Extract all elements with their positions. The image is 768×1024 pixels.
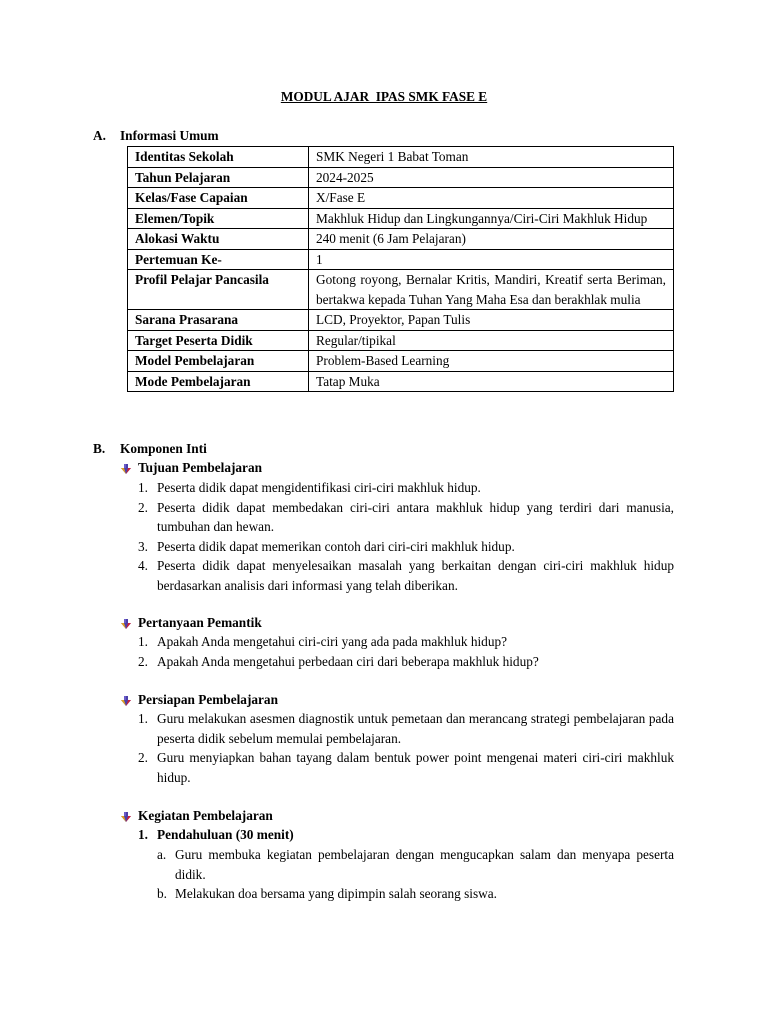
arrow-bullet-icon — [120, 695, 138, 707]
list-item-text: Guru membuka kegiatan pembelajaran dengan mengucapkan salam dan menyapa peserta didik. — [175, 847, 674, 882]
list-item-text: Guru melakukan asesmen diagnostik untuk pemetaan dan merancang strategi pembelajaran pada peserta didik sebelum memulai pembelajaran. — [157, 711, 674, 746]
list-item — [138, 652, 674, 672]
info-key-cell: Profil Pelajar Pancasila — [128, 270, 309, 310]
info-key-cell: Model Pembelajaran — [128, 351, 309, 372]
list-item — [138, 537, 674, 557]
list-item-text: Melakukan doa bersama yang dipimpin salah seorang siswa. — [175, 886, 497, 901]
pertanyaan-list — [138, 632, 674, 671]
info-table-row — [128, 147, 674, 168]
section-a-letter: A. — [93, 128, 106, 143]
section-b-letter: B. — [93, 441, 106, 456]
list-item-text: Peserta didik dapat mengidentifikasi ciri-ciri makhluk hidup. — [157, 480, 481, 495]
list-item-number: b. — [157, 886, 167, 901]
step-label: Pendahuluan (30 menit) — [157, 827, 294, 842]
list-item-text: Peserta didik dapat membedakan ciri-ciri antara makhluk hidup yang terdiri dari manusia, tumbuhan dan hewan. — [157, 499, 674, 534]
subsection-tujuan-heading — [120, 458, 262, 478]
kegiatan-step-pendahuluan — [138, 825, 294, 845]
info-table-row — [128, 167, 674, 188]
info-key-cell: Elemen/Topik — [128, 208, 309, 229]
list-item-number: 4. — [138, 558, 148, 573]
list-item-text: Peserta didik dapat memerikan contoh dari ciri-ciri makhluk hidup. — [157, 538, 515, 554]
info-value-cell: Regular/tipikal — [309, 330, 674, 351]
info-value-cell: 240 menit (6 Jam Pelajaran) — [309, 229, 674, 250]
list-item — [138, 556, 674, 595]
info-value-cell: Problem-Based Learning — [309, 351, 674, 372]
list-item-number: 3. — [138, 538, 148, 554]
document-title: MODUL AJAR IPAS SMK FASE E — [280, 89, 488, 104]
list-item-text: Peserta didik dapat menyelesaikan masalah yang berkaitan dengan ciri-ciri makhluk hidup berdasarkan analisis dari informasi yang telah diberikan. — [157, 558, 674, 593]
info-value-cell: 1 — [309, 249, 674, 270]
list-item — [138, 498, 674, 537]
info-table-row — [128, 249, 674, 270]
info-key-cell: Identitas Sekolah — [128, 147, 309, 168]
list-item — [138, 709, 674, 748]
section-a-title: Informasi Umum — [120, 128, 219, 143]
info-key-cell: Mode Pembelajaran — [128, 371, 309, 392]
subsection-kegiatan-title: Kegiatan Pembelajaran — [138, 808, 273, 823]
section-a-heading — [93, 126, 219, 146]
subsection-pertanyaan-heading — [120, 613, 262, 633]
persiapan-list — [138, 709, 674, 787]
info-table-row — [128, 351, 674, 372]
info-value-cell: Makhluk Hidup dan Lingkungannya/Ciri-Ciri Makhluk Hidup — [309, 208, 674, 229]
step-number: 1. — [138, 827, 148, 842]
info-key-cell: Kelas/Fase Capaian — [128, 188, 309, 209]
section-b-heading — [93, 439, 207, 459]
list-item — [138, 632, 674, 652]
info-value-cell: 2024-2025 — [309, 167, 674, 188]
list-item-number: 1. — [138, 711, 148, 726]
info-value-cell: SMK Negeri 1 Babat Toman — [309, 147, 674, 168]
list-item-text: Apakah Anda mengetahui ciri-ciri yang ada pada makhluk hidup? — [157, 634, 508, 649]
list-item-text: Guru menyiapkan bahan tayang dalam bentuk power point mengenai materi ciri-ciri makhluk hidup. — [157, 750, 674, 785]
list-item-text: Apakah Anda mengetahui perbedaan ciri dari beberapa makhluk hidup? — [157, 653, 539, 669]
subsection-pertanyaan-title: Pertanyaan Pemantik — [138, 615, 262, 630]
list-item-number: a. — [157, 847, 167, 862]
info-table-row — [128, 310, 674, 331]
subsection-tujuan-title: Tujuan Pembelajaran — [138, 460, 262, 475]
subsection-persiapan-title: Persiapan Pembelajaran — [138, 692, 278, 707]
info-table-row — [128, 229, 674, 250]
info-table-row — [128, 208, 674, 229]
pendahuluan-list — [157, 845, 674, 904]
list-item-number: 2. — [138, 750, 148, 765]
info-value-cell: LCD, Proyektor, Papan Tulis — [309, 310, 674, 331]
list-item — [138, 478, 674, 498]
arrow-bullet-icon — [120, 811, 138, 823]
info-table-row — [128, 330, 674, 351]
info-value-cell: Gotong royong, Bernalar Kritis, Mandiri, Kreatif serta Beriman, bertakwa kepada Tuhan Yang Maha Esa dan berakhlak mulia — [309, 270, 674, 310]
info-key-cell: Pertemuan Ke- — [128, 249, 309, 270]
list-item — [138, 748, 674, 787]
list-item — [157, 845, 674, 884]
tujuan-list — [138, 478, 674, 595]
info-table-row — [128, 371, 674, 392]
subsection-kegiatan-heading — [120, 806, 273, 826]
info-table — [127, 146, 674, 392]
list-item-number: 1. — [138, 634, 148, 649]
section-b-title: Komponen Inti — [120, 441, 207, 456]
info-value-cell: X/Fase E — [309, 188, 674, 209]
list-item-number: 2. — [138, 499, 148, 515]
info-value-cell: Tatap Muka — [309, 371, 674, 392]
arrow-bullet-icon — [120, 463, 138, 475]
list-item-number: 2. — [138, 653, 148, 669]
info-key-cell: Target Peserta Didik — [128, 330, 309, 351]
info-table-row — [128, 270, 674, 310]
arrow-bullet-icon — [120, 618, 138, 630]
subsection-persiapan-heading — [120, 690, 278, 710]
info-key-cell: Alokasi Waktu — [128, 229, 309, 250]
info-key-cell: Tahun Pelajaran — [128, 167, 309, 188]
info-table-row — [128, 188, 674, 209]
list-item-number: 1. — [138, 480, 148, 495]
list-item — [157, 884, 674, 904]
info-key-cell: Sarana Prasarana — [128, 310, 309, 331]
